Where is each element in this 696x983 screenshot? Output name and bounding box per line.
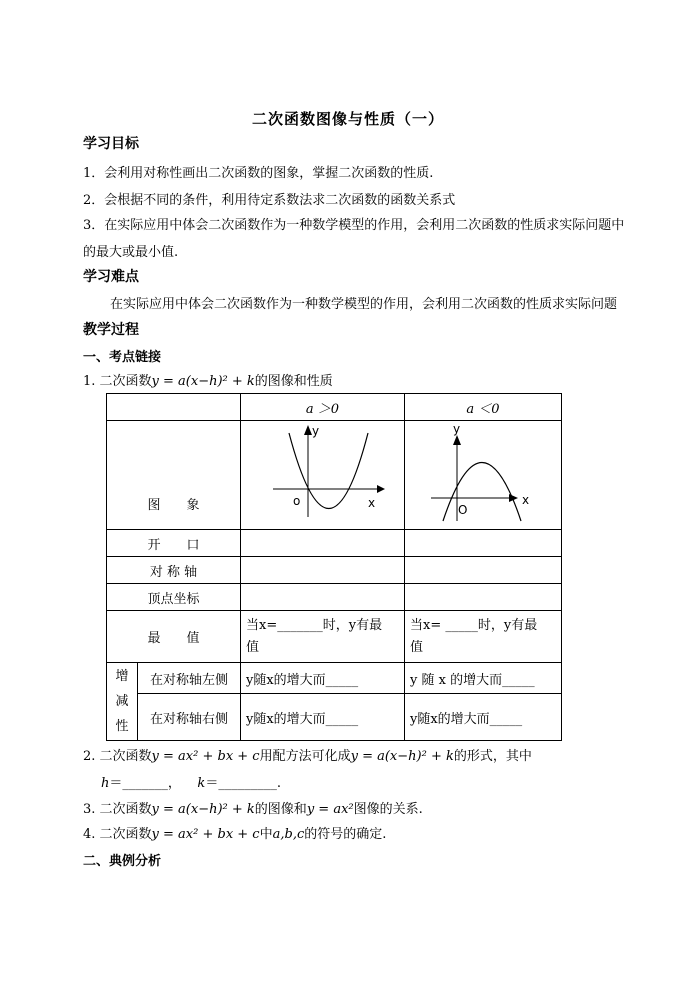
row-label-extreme: 最 值	[107, 611, 241, 663]
y-label: y	[453, 422, 461, 436]
table-corner-cell	[107, 394, 241, 421]
item-1-prefix: 1. 二次函数	[83, 374, 152, 389]
row-label-graph: 图 象	[107, 421, 241, 530]
difficulty-text: 在实际应用中体会二次函数作为一种数学模型的作用，会利用二次函数的性质求实际问题	[110, 297, 618, 312]
row-label-monotonic: 增 减 性	[107, 663, 138, 741]
item-1-suffix: 的图像和性质	[254, 374, 333, 389]
graph-a-negative	[405, 421, 562, 530]
extreme-a-negative: 当x= _____时，y有最 值	[405, 611, 562, 663]
right-side-label: 在对称轴右侧	[138, 694, 241, 741]
y-axis-arrow	[453, 435, 461, 445]
page-title: 二次函数图像与性质（一）	[251, 110, 444, 128]
parabola-down-graph	[405, 421, 561, 525]
x-axis-arrow	[377, 485, 385, 493]
x-label: x	[522, 493, 530, 507]
extreme-a-positive: 当x=_______时，y有最 值	[241, 611, 405, 663]
mono-left-a-negative: y 随 x 的增大而_____	[405, 663, 562, 694]
row-label-axis: 对 称 轴	[107, 557, 241, 584]
x-label: x	[368, 496, 376, 510]
mono-right-a-positive: y随x的增大而_____	[241, 694, 405, 741]
section-process-heading: 教学过程	[83, 322, 139, 338]
graph-a-positive	[241, 421, 405, 530]
vertex-a-positive	[241, 584, 405, 611]
properties-table	[106, 393, 562, 741]
item-2: 2. 二次函数y = ax² + bx + c用配方法可化成y = a(x−h)² + k的形式，其中	[83, 749, 532, 764]
section-difficulty-heading: 学习难点	[83, 269, 139, 285]
y-label: y	[312, 424, 320, 438]
goal-3-cont: 的最大或最小值.	[83, 245, 179, 260]
subsection-1-heading: 一、考点链接	[83, 350, 162, 365]
goal-3: 3．在实际应用中体会二次函数作为一种数学模型的作用，会利用二次函数的性质求实际问题中	[83, 218, 625, 233]
left-side-label: 在对称轴左侧	[138, 663, 241, 694]
parabola-up-graph	[241, 421, 404, 525]
opening-a-positive	[241, 530, 405, 557]
mono-right-a-negative: y随x的增大而_____	[405, 694, 562, 741]
item-1	[83, 370, 333, 389]
item-1-formula: y = a(x−h)² + k	[151, 374, 255, 389]
origin-label: o	[293, 494, 301, 508]
vertex-a-negative	[405, 584, 562, 611]
item-2-cont: h＝_______， k＝_________.	[101, 776, 281, 791]
parabola-upward	[289, 433, 368, 509]
item-3: 3. 二次函数y = a(x−h)² + k的图像和y = ax²图像的关系.	[83, 802, 423, 817]
parabola-downward	[443, 463, 521, 522]
section-goals-heading: 学习目标	[83, 136, 139, 152]
y-axis-arrow	[304, 425, 312, 435]
goal-2: 2．会根据不同的条件，利用待定系数法求二次函数的函数关系式	[83, 193, 456, 208]
opening-a-negative	[405, 530, 562, 557]
row-label-opening: 开 口	[107, 530, 241, 557]
row-label-vertex: 顶点坐标	[107, 584, 241, 611]
axis-a-negative	[405, 557, 562, 584]
subsection-2-heading: 二、典例分析	[83, 854, 162, 869]
goal-1: 1．会利用对称性画出二次函数的图象，掌握二次函数的性质.	[83, 166, 434, 181]
axis-a-positive	[241, 557, 405, 584]
item-4: 4. 二次函数y = ax² + bx + c中a,b,c的符号的确定.	[83, 827, 387, 842]
header-a-positive: a ＞0	[241, 394, 405, 421]
header-a-negative: a ＜0	[405, 394, 562, 421]
origin-label: O	[458, 503, 468, 517]
mono-left-a-positive: y随x的增大而_____	[241, 663, 405, 694]
